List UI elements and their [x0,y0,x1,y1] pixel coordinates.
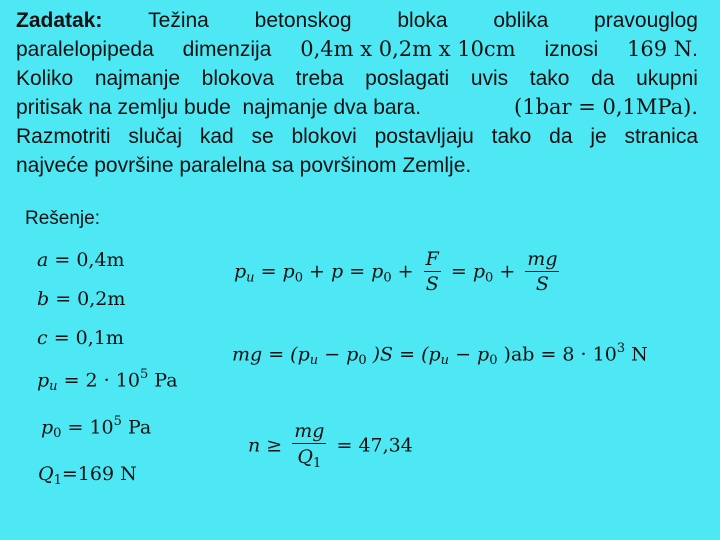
problem-word: bloka [397,9,448,32]
problem-word: poslagati [365,67,450,90]
bar-conversion: (1bar = 0,1MPa). [514,95,698,119]
problem-word: je [590,125,607,148]
problem-word: najmanje [94,67,181,90]
problem-word: blokova [201,67,275,90]
problem-line-3 [16,64,698,93]
given-b: b = 0,2m [37,288,126,310]
problem-word: tako [491,125,532,148]
weight-equation: mg = ($p_u - p_0$ )$S = (p_u - p_0$ )$ab = 8 \cdot 10^3$ N [232,341,648,369]
problem-text: pritisak na zemlju bude najmanje dva bara. [16,96,422,119]
problem-word: oblika [493,9,549,32]
solution-label: Rešenje: [25,208,100,229]
problem-word: betonskog [254,9,352,32]
fraction-mg-over-q1: $\frac{mg}{Q_1}$ [294,420,325,471]
problem-line-5 [16,122,698,151]
given-a: a = 0,4m [37,249,125,271]
problem-word: stranica [624,125,698,148]
given-pu: $p_u = 2 \cdot 10^5$ Pa [37,367,178,395]
problem-word: da [549,125,573,148]
given-p0: $p_0 = 10^5$ Pa [41,414,152,442]
problem-line-2 [16,35,698,64]
problem-word: Težina [148,9,209,32]
problem-word: paralelopipeda [16,38,154,61]
problem-word: slučaj [128,125,183,148]
period: . [692,38,698,61]
problem-word: Razmotriti [16,125,111,148]
problem-text: najveće površine paralelna sa površinom Zemlje. [16,154,472,177]
problem-word: pravouglog [594,9,698,32]
problem-word: da [591,67,615,90]
fraction-f-over-s: $\frac{F}{S}$ [425,248,439,295]
problem-word: kad [199,125,234,148]
problem-word: postavljaju [374,125,474,148]
problem-line-6 [16,151,698,180]
block-dimensions: 0,4m x 0,2m x 10cm [300,37,516,61]
block-count-equation: n ≥ $\frac{mg}{Q_1}$ = 47,34 [248,420,413,471]
block-weight: 169 N [627,37,693,61]
given-q1: $Q_1=169$ N [38,463,137,488]
problem-statement [16,6,698,180]
problem-word: se [251,125,274,148]
problem-word: treba [295,67,344,90]
block-weight-group [627,35,698,64]
problem-word: Koliko [16,67,74,90]
problem-line-1 [16,6,698,35]
fraction-mg-over-s: $\frac{mg}{S}$ [527,248,558,295]
problem-word: iznosi [544,38,599,61]
problem-line-4 [16,93,698,122]
pressure-equation: $p_u = p_0 + p = p_0$ + $\frac{F}{S}$ = $p_0$ + $\frac{mg}{S}$ [234,248,558,295]
problem-word: ukupni [636,67,698,90]
problem-label: Zadatak: [16,9,103,32]
given-c: c = 0,1m [37,327,124,349]
problem-word: uvis [470,67,509,90]
problem-word: tako [529,67,570,90]
problem-word: dimenzija [182,38,272,61]
problem-word: blokovi [291,125,357,148]
